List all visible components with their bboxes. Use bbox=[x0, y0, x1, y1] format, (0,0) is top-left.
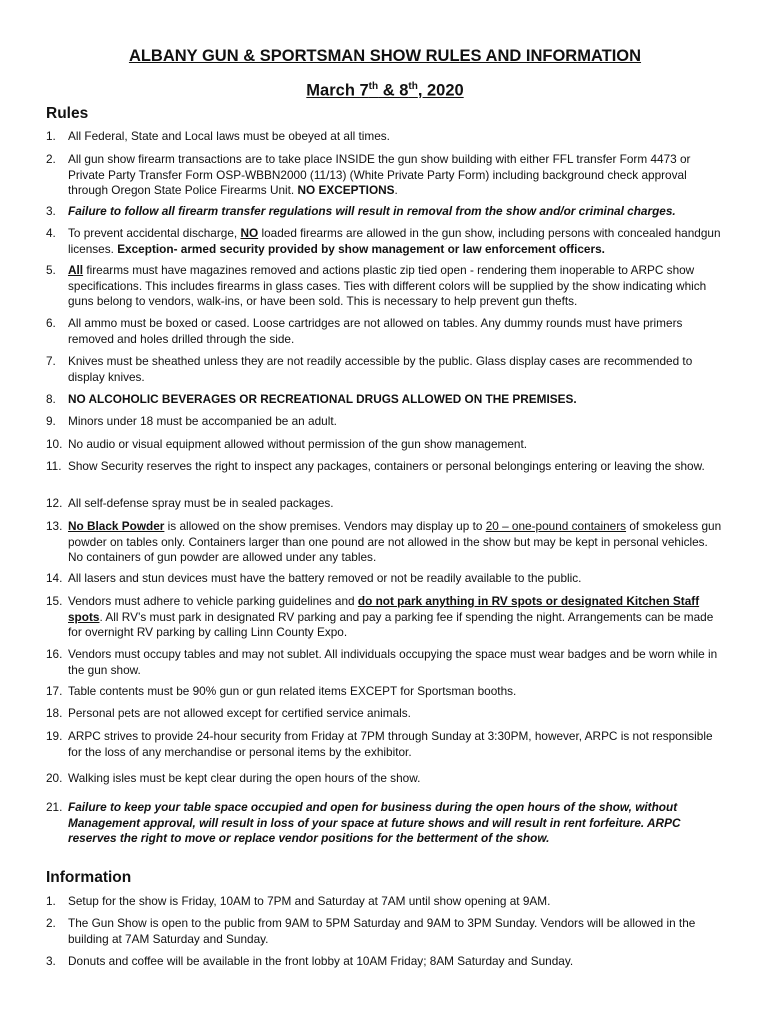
rule-item-number: 20. bbox=[46, 771, 63, 785]
text-segment: do not park anything in RV spots or designated Kitchen Staff spots bbox=[68, 594, 700, 624]
rule-item-text bbox=[68, 706, 726, 722]
info-item-number: 1. bbox=[46, 894, 56, 908]
rule-item-number: 21. bbox=[46, 800, 63, 814]
text-segment: 20 – one-pound containers bbox=[485, 519, 627, 533]
rule-item-text bbox=[68, 519, 726, 566]
info-item-number: 2. bbox=[46, 916, 56, 930]
rule-item-text bbox=[68, 354, 726, 385]
text-segment: Knives must be sheathed unless they are not readily accessible by the public. Glass display cases are recommended to display knives. bbox=[68, 354, 693, 384]
date-year: , 2020 bbox=[417, 81, 464, 100]
rule-item-number: 18. bbox=[46, 706, 63, 720]
rule-item-text bbox=[68, 263, 726, 310]
rule-item-text bbox=[68, 496, 726, 512]
text-segment: firearms must have magazines removed and actions plastic zip tied open - rendering them inoperable to ARPC show specifications. This includes firearms in glass cases. Ties with different colors will be supplied by the show indicating which guns belong to vendors, walk-ins, or have been sold. This is necessary to help prevent gun thefts. bbox=[68, 263, 707, 309]
rule-item-number: 5. bbox=[46, 263, 56, 277]
rule-item-number: 9. bbox=[46, 414, 56, 428]
rule-item-number: 7. bbox=[46, 354, 56, 368]
text-segment: ARPC strives to provide 24-hour security from Friday at 7PM through Sunday at 3:30PM, however, ARPC is not responsible for the loss of any merchandise or personal items by the exhibitor. bbox=[68, 729, 713, 759]
rule-item-number: 1. bbox=[46, 129, 56, 143]
rule-item-number: 14. bbox=[46, 571, 63, 585]
rule-item-text bbox=[68, 392, 726, 408]
rule-item-number: 4. bbox=[46, 226, 56, 240]
text-segment: Vendors must adhere to vehicle parking guidelines and bbox=[68, 594, 358, 608]
text-segment: Personal pets are not allowed except for certified service animals. bbox=[68, 706, 411, 720]
date-joiner: & 8 bbox=[378, 81, 409, 100]
rule-item-text bbox=[68, 414, 726, 430]
rule-item-number: 17. bbox=[46, 684, 63, 698]
rule-item-number: 2. bbox=[46, 152, 56, 166]
information-heading: Information bbox=[46, 869, 132, 886]
text-segment: All bbox=[68, 263, 84, 277]
text-segment: Walking isles must be kept clear during the open hours of the show. bbox=[68, 771, 421, 785]
text-segment: loaded firearms are allowed in the gun show, including persons with concealed handgun licenses. bbox=[68, 226, 721, 256]
text-segment: All gun show firearm transactions are to take place INSIDE the gun show building with either FFL transfer Form 4473 or Private Party Transfer Form OSP-WBBN2000 (11/13) (White Private Party Form) including background check approval through Oregon State Police Firearms Unit. bbox=[68, 152, 691, 198]
text-segment: Minors under 18 must be accompanied be an adult. bbox=[68, 414, 337, 428]
document-title: ALBANY GUN & SPORTSMAN SHOW RULES AND INFORMATION bbox=[128, 47, 642, 65]
text-segment: NO bbox=[240, 226, 259, 240]
rule-item-text bbox=[68, 771, 726, 787]
text-segment: The Gun Show is open to the public from 9AM to 5PM Saturday and 9AM to 3PM Sunday. Vendors will be allowed in the building at 7AM Saturday and Sunday. bbox=[68, 916, 696, 946]
text-segment: Vendors must occupy tables and may not sublet. All individuals occupying the space must wear badges and be worn while in the gun show. bbox=[68, 647, 718, 677]
date-month: March 7 bbox=[306, 81, 369, 100]
info-item-number: 3. bbox=[46, 954, 56, 968]
rule-item-number: 6. bbox=[46, 316, 56, 330]
info-item-text bbox=[68, 916, 726, 947]
text-segment: Setup for the show is Friday, 10AM to 7PM and Saturday at 7AM until show opening at 9AM. bbox=[68, 894, 551, 908]
text-segment: of smokeless gun powder on tables only. Containers larger than one pound are not allowed in the show but may be kept in personal vehicles. No containers of gun powder are allowed under any tables. bbox=[68, 519, 722, 565]
text-segment: . All RV’s must park in designated RV parking and pay a parking fee if spending the night. Arrangements can be made for overnight RV parking by calling Linn County Expo. bbox=[68, 609, 714, 640]
rule-item-text bbox=[68, 459, 726, 475]
rule-item-number: 19. bbox=[46, 729, 63, 743]
text-segment: NO EXCEPTIONS bbox=[297, 183, 395, 198]
text-segment: No Black Powder bbox=[68, 519, 165, 533]
rule-item-text bbox=[68, 152, 726, 199]
rule-item-number: 3. bbox=[46, 204, 56, 218]
rule-item-text bbox=[68, 594, 726, 641]
text-segment: Table contents must be 90% gun or gun related items EXCEPT for Sportsman booths. bbox=[68, 684, 517, 698]
rules-heading: Rules bbox=[46, 105, 89, 122]
rule-item-text bbox=[68, 684, 726, 700]
text-segment: No audio or visual equipment allowed without permission of the gun show management. bbox=[68, 437, 528, 451]
text-segment: Donuts and coffee will be available in the front lobby at 10AM Friday; 8AM Saturday and Sunday. bbox=[68, 954, 574, 968]
text-segment: NO ALCOHOLIC BEVERAGES OR RECREATIONAL DRUGS ALLOWED ON THE PREMISES. bbox=[68, 392, 577, 406]
date-sup-2: th bbox=[408, 81, 418, 92]
rule-item-text bbox=[68, 204, 726, 220]
text-segment: To prevent accidental discharge, bbox=[68, 226, 241, 240]
text-segment: All self-defense spray must be in sealed packages. bbox=[68, 496, 334, 510]
rule-item-number: 16. bbox=[46, 647, 63, 661]
date-sup-1: th bbox=[368, 81, 379, 92]
rule-item-number: 8. bbox=[46, 392, 56, 406]
rule-item-text bbox=[68, 226, 726, 257]
info-item-text bbox=[68, 954, 726, 970]
document-date bbox=[0, 77, 770, 101]
rule-item-number: 10. bbox=[46, 437, 63, 451]
rule-item-number: 12. bbox=[46, 496, 63, 510]
rule-item-text bbox=[68, 800, 726, 847]
rule-item-text bbox=[68, 437, 726, 453]
text-segment: All lasers and stun devices must have the battery removed or not be readily available to the public. bbox=[68, 571, 582, 585]
rule-item-text bbox=[68, 129, 726, 145]
rule-item-text bbox=[68, 647, 726, 678]
text-segment: Failure to keep your table space occupied and open for business during the open hours of the show, without Management approval, will result in loss of your space at future shows and will result in rent forfeiture. ARPC reserves the right to move or replace vendor positions for the betterment of the show. bbox=[68, 800, 681, 846]
rule-item-text bbox=[68, 571, 726, 587]
text-segment: All Federal, State and Local laws must be obeyed at all times. bbox=[68, 129, 390, 143]
rule-item-number: 11. bbox=[46, 459, 62, 473]
text-segment: All ammo must be boxed or cased. Loose cartridges are not allowed on tables. Any dummy rounds must have primers removed and holes drilled through the side. bbox=[68, 316, 683, 346]
text-segment: Failure to follow all firearm transfer regulations will result in removal from the show and/or criminal charges. bbox=[68, 204, 676, 218]
rule-item-number: 13. bbox=[46, 519, 63, 533]
text-segment: . bbox=[394, 183, 398, 198]
rule-item-number: 15. bbox=[46, 594, 63, 608]
rule-item-text bbox=[68, 316, 726, 347]
text-segment: Exception- armed security provided by show management or law enforcement officers. bbox=[117, 241, 605, 256]
text-segment: is allowed on the show premises. Vendors may display up to bbox=[164, 519, 486, 533]
text-segment: Show Security reserves the right to inspect any packages, containers or personal belongings entering or leaving the show. bbox=[68, 459, 705, 473]
rule-item-text bbox=[68, 729, 726, 760]
info-item-text bbox=[68, 894, 726, 910]
